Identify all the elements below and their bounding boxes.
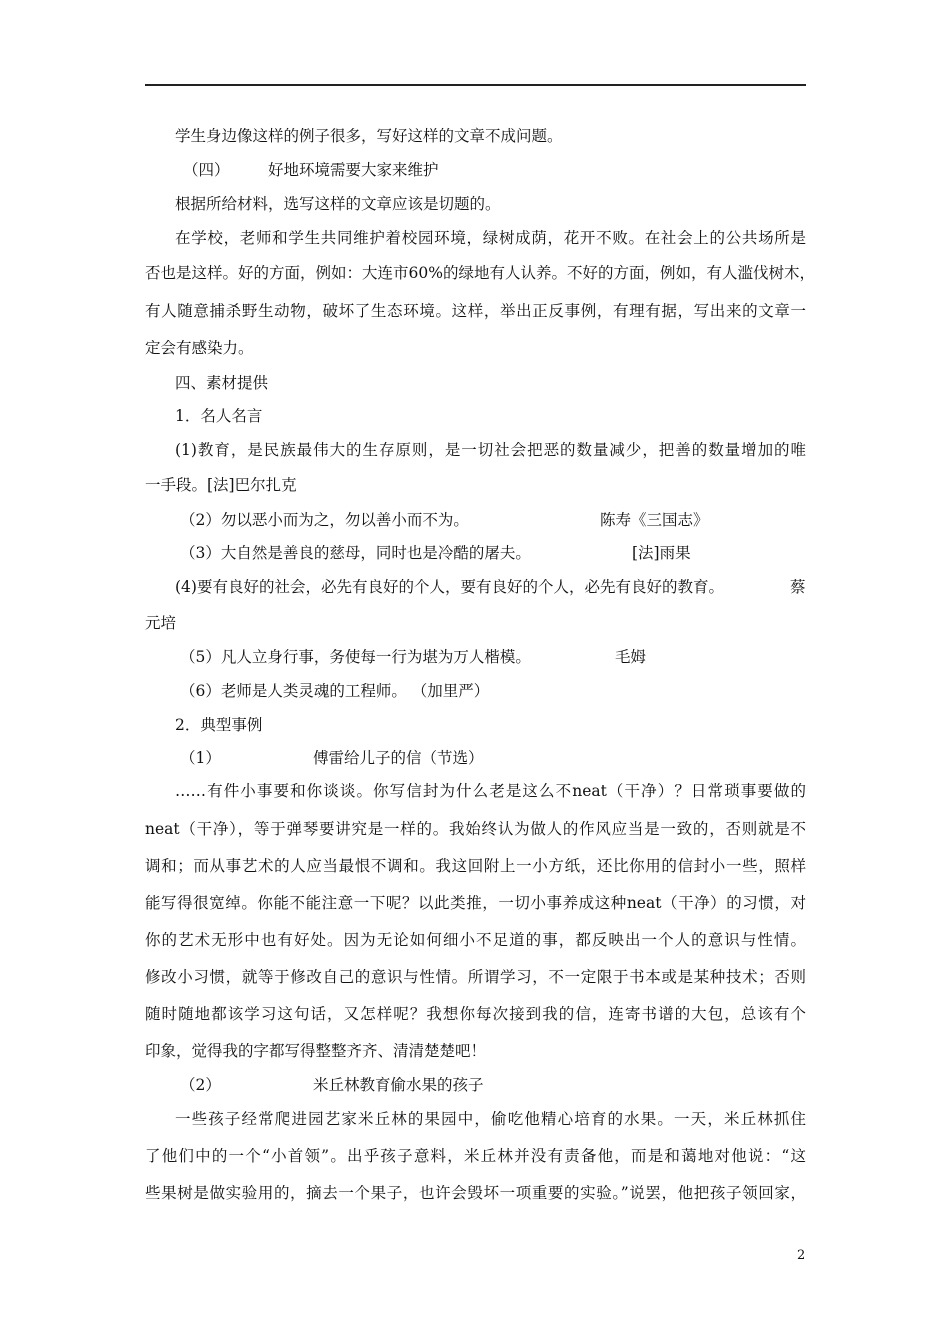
text-line: 了他们中的一个“小首领”。出乎孩子意料，米丘林并没有责备他，而是和蔼地对他说：“这 bbox=[145, 1147, 806, 1165]
text-line: ……有件小事要和你谈谈。你写信封为什么老是这么不neat（干净）？日常琐事要做的 bbox=[175, 782, 806, 800]
quote-line: （6）老师是人类灵魂的工程师。 （加里严） bbox=[180, 682, 490, 700]
quote-attribution: 蔡 bbox=[790, 578, 806, 596]
section-number: （四） bbox=[183, 161, 230, 179]
example-number: （2） bbox=[180, 1076, 221, 1094]
text-line: 学生身边像这样的例子很多，写好这样的文章不成问题。 bbox=[175, 127, 563, 145]
text-line: 在学校，老师和学生共同维护着校园环境，绿树成荫，花开不败。在社会上的公共场所是 bbox=[175, 229, 806, 247]
quote-line: (1)教育，是民族最伟大的生存原则，是一切社会把恶的数量减少，把善的数量增加的唯 bbox=[175, 441, 806, 459]
text-line: 否也是这样。好的方面，例如：大连市60%的绿地有人认养。不好的方面，例如，有人滥伐树木， bbox=[145, 264, 815, 282]
text-line: 你的艺术无形中也有好处。因为无论如何细小不足道的事，都反映出一个人的意识与性情。 bbox=[145, 931, 806, 949]
quote-line: （5）凡人立身行事，务使每一行为堪为万人楷模。 bbox=[180, 648, 531, 666]
example-number: （1） bbox=[180, 749, 221, 767]
text-line: 一些孩子经常爬进园艺家米丘林的果园中，偷吃他精心培育的水果。一天，米丘林抓住 bbox=[175, 1110, 806, 1128]
text-line: 随时随地都该学习这句话，又怎样呢？我想你每次接到我的信，连寄书谱的大包，总该有个 bbox=[145, 1005, 806, 1023]
page-number: 2 bbox=[797, 1248, 806, 1263]
quote-attribution: 元培 bbox=[145, 614, 177, 632]
quote-line: (4)要有良好的社会，必先有良好的个人，要有良好的个人，必先有良好的教育。 bbox=[175, 578, 724, 596]
text-line: 根据所给材料，选写这样的文章应该是切题的。 bbox=[175, 195, 501, 213]
text-line: 修改小习惯，就等于修改自己的意识与性情。所谓学习，不一定限于书本或是某种技术；否则 bbox=[145, 968, 806, 986]
text-line: 有人随意捕杀野生动物，破坏了生态环境。这样，举出正反事例，有理有据，写出来的文章一 bbox=[145, 302, 806, 320]
quote-attribution: 陈寿《三国志》 bbox=[600, 511, 709, 529]
example-title: 米丘林教育偷水果的孩子 bbox=[313, 1076, 484, 1094]
quote-line: 一手段。[法]巴尔扎克 bbox=[145, 476, 297, 494]
header-rule bbox=[145, 84, 806, 86]
example-title: 傅雷给儿子的信（节选） bbox=[313, 749, 484, 767]
subsection-heading: 2．典型事例 bbox=[175, 716, 263, 734]
quote-attribution: 毛姆 bbox=[615, 648, 647, 666]
quote-attribution: [法]雨果 bbox=[632, 544, 691, 562]
text-line: 定会有感染力。 bbox=[145, 339, 254, 357]
text-line: 调和；而从事艺术的人应当最恨不调和。我这回附上一小方纸，还比你用的信封小一些，照样 bbox=[145, 857, 806, 875]
text-line: 印象，觉得我的字都写得整整齐齐、清清楚楚吧！ bbox=[145, 1042, 487, 1060]
section-heading: 四、素材提供 bbox=[175, 374, 269, 392]
text-line: 些果树是做实验用的，摘去一个果子，也许会毁坏一项重要的实验。”说罢，他把孩子领回家， bbox=[145, 1184, 806, 1202]
section-heading: 好地环境需要大家来维护 bbox=[268, 161, 439, 179]
quote-line: （2）勿以恶小而为之，勿以善小而不为。 bbox=[180, 511, 469, 529]
quote-line: （3）大自然是善良的慈母，同时也是冷酷的屠夫。 bbox=[180, 544, 531, 562]
text-line: neat（干净），等于弹琴要讲究是一样的。我始终认为做人的作风应当是一致的，否则就是不 bbox=[145, 820, 806, 838]
text-line: 能写得很宽绰。你能不能注意一下呢？以此类推，一切小事养成这种neat（干净）的习惯，对 bbox=[145, 894, 806, 912]
subsection-heading: 1．名人名言 bbox=[175, 407, 263, 425]
